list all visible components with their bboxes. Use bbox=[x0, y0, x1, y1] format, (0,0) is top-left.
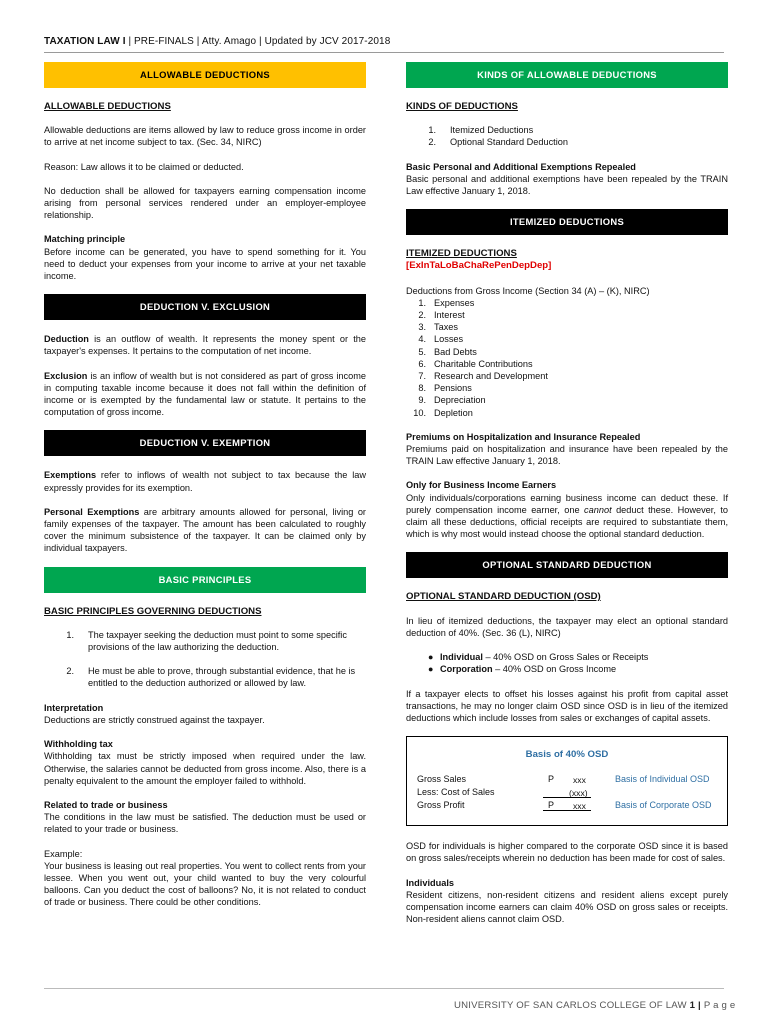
heading-matching: Matching principle bbox=[44, 234, 126, 245]
para-example: Your business is leasing out real properties. You went to collect rents from your lessee. When you went out, your child wanted to buy the very colourful balloons. Can you deduct the cost of balloons? No, it is not related to conduct of trade or business. There could be other conditions. bbox=[44, 860, 366, 908]
list-number: 1. bbox=[428, 125, 436, 136]
block-matching bbox=[44, 233, 366, 282]
heading-premiums: Premiums on Hospitalization and Insurance Repealed bbox=[406, 431, 641, 442]
mnemonic: [ExInTaLoBaChaRePenDepDep] bbox=[406, 260, 552, 272]
heading-withholding: Withholding tax bbox=[44, 739, 113, 750]
para-deduction bbox=[44, 333, 366, 357]
list-item bbox=[406, 321, 728, 333]
list-text: Charitable Contributions bbox=[434, 358, 533, 369]
header-divider bbox=[44, 52, 724, 53]
block-business bbox=[406, 479, 728, 540]
heading-kinds: KINDS OF DEDUCTIONS bbox=[406, 101, 518, 112]
list-text: Interest bbox=[434, 310, 465, 321]
list-item bbox=[406, 136, 728, 148]
list-item bbox=[406, 394, 728, 406]
list-number: 7. bbox=[418, 371, 426, 382]
section-bar-basic: BASIC PRINCIPLES bbox=[44, 567, 366, 593]
list-text: Losses bbox=[434, 334, 464, 345]
label-corporate-basis: Basis of Corporate OSD bbox=[615, 800, 712, 811]
page-header bbox=[44, 36, 724, 47]
heading-individuals: Individuals bbox=[406, 877, 454, 888]
term-personal: Personal Exemptions bbox=[44, 506, 140, 517]
list-number: 2. bbox=[418, 310, 426, 321]
list-number: 10. bbox=[413, 407, 426, 418]
heading-repealed: Basic Personal and Additional Exemptions Repealed bbox=[406, 161, 636, 172]
bullet-desc: – 40% OSD on Gross Sales or Receipts bbox=[482, 652, 649, 663]
block-example bbox=[44, 848, 366, 909]
heading-basic: BASIC PRINCIPLES GOVERNING DEDUCTIONS bbox=[44, 605, 262, 617]
block-related bbox=[44, 799, 366, 836]
value-gross-sales: xxx bbox=[573, 775, 586, 786]
list-text: He must be able to prove, through substantial evidence, that he is entitled to the deduction authorized or allowed by law. bbox=[88, 666, 356, 689]
para-reason: Reason: Law allows it to be claimed or deducted. bbox=[44, 161, 244, 172]
itemized-list bbox=[406, 297, 728, 419]
principles-list bbox=[44, 629, 366, 690]
value-gross-profit: xxx bbox=[573, 801, 586, 812]
footer-separator: | bbox=[695, 1000, 704, 1011]
list-text: Itemized Deductions bbox=[450, 125, 534, 136]
section-bar-exemption: DEDUCTION V. EXEMPTION bbox=[44, 430, 366, 456]
heading-osd: OPTIONAL STANDARD DEDUCTION (OSD) bbox=[406, 591, 601, 603]
row-gross-sales: Gross Sales bbox=[417, 774, 467, 785]
term-deduction: Deduction bbox=[44, 334, 89, 345]
para-withholding: Withholding tax must be strictly imposed when required under the law. Otherwise, the salaries cannot be deducted from gross income. Also, there is a penalty equivalent to the amount the employer failed to withhold. bbox=[44, 751, 366, 786]
list-number: 6. bbox=[418, 358, 426, 369]
list-text: Taxes bbox=[434, 322, 458, 333]
list-number: 3. bbox=[418, 322, 426, 333]
def-exemptions: refer to inflows of wealth not subject to tax because the law expressly provides for its exemption. bbox=[44, 470, 366, 493]
para-business-b: deduct these. However, to claim all these deductions, official receipts are required to substantiate them, which is why most would instead choose the optional standard deduction. bbox=[406, 504, 728, 540]
list-number: 1. bbox=[66, 629, 74, 640]
section-bar-itemized: ITEMIZED DEDUCTIONS bbox=[406, 209, 728, 235]
list-item bbox=[406, 309, 728, 321]
list-item bbox=[406, 663, 728, 675]
list-text: Bad Debts bbox=[434, 346, 477, 357]
bullet-term: Individual bbox=[440, 652, 483, 663]
heading-related: Related to trade or business bbox=[44, 799, 168, 810]
para-offset: If a taxpayer elects to offset his losses against his profit from capital asset transactions, he may no longer claim OSD since OSD is in lieu of the itemized deductions which include losses from sales or exchanges of capital assets. bbox=[406, 688, 728, 723]
list-item bbox=[406, 358, 728, 370]
page-word: P a g e bbox=[703, 1000, 736, 1011]
para-premiums: Premiums paid on hospitalization and insurance have been repealed by the TRAIN Law effective January 1, 2018. bbox=[406, 444, 728, 467]
list-item bbox=[44, 665, 366, 689]
footer-school: UNIVERSITY OF SAN CARLOS COLLEGE OF LAW bbox=[454, 1000, 690, 1011]
list-number: 9. bbox=[418, 395, 426, 406]
list-item bbox=[406, 124, 728, 136]
list-text: The taxpayer seeking the deduction must point to some specific provisions of the law authorizing the deduction. bbox=[88, 629, 347, 653]
osd-basis-box bbox=[406, 736, 728, 826]
peso-sign: P bbox=[548, 774, 555, 785]
bullet-icon: ● bbox=[428, 664, 434, 675]
footer-divider bbox=[44, 988, 724, 989]
para-business-a: Only individuals/corporations earning business income can deduct these. If purely compensation income earner, one bbox=[406, 492, 728, 515]
section-bar-kinds: KINDS OF ALLOWABLE DEDUCTIONS bbox=[406, 62, 728, 88]
list-item bbox=[406, 297, 728, 309]
list-text: Optional Standard Deduction bbox=[450, 137, 568, 148]
block-premiums bbox=[406, 431, 728, 468]
para-osd: In lieu of itemized deductions, the taxpayer may elect an optional standard deduction of 40%. (Sec. 36 (L), NIRC) bbox=[406, 615, 728, 638]
para-individuals: Resident citizens, non-resident citizens and resident aliens except purely compensation income earners can claim 40% OSD on gross sales or receipts. Non-resident aliens cannot claim OSD. bbox=[406, 889, 728, 925]
para-personal bbox=[44, 506, 366, 555]
osd-bullets bbox=[406, 651, 728, 675]
course-title: TAXATION LAW I bbox=[44, 36, 126, 47]
section-bar-allowable: ALLOWABLE DEDUCTIONS bbox=[44, 62, 366, 88]
para-matching: Before income can be generated, you have to spend something for it. You need to deduct your expenses from your income to arrive at your net taxable income. bbox=[44, 246, 366, 282]
right-column bbox=[406, 62, 728, 937]
section-bar-osd: OPTIONAL STANDARD DEDUCTION bbox=[406, 552, 728, 578]
list-number: 2. bbox=[428, 137, 436, 148]
block-repealed bbox=[406, 161, 728, 198]
list-text: Depreciation bbox=[434, 395, 486, 406]
header-details: | PRE-FINALS | Atty. Amago | Updated by JCV 2017-2018 bbox=[125, 36, 391, 47]
bullet-term: Corporation bbox=[440, 664, 493, 675]
list-item bbox=[406, 346, 728, 358]
term-exemptions: Exemptions bbox=[44, 470, 97, 481]
para-no-deduction: No deduction shall be allowed for taxpayers earning compensation income arising from personal services rendered under an employer-employee relationship. bbox=[44, 185, 366, 221]
page-footer bbox=[454, 1000, 735, 1011]
def-exclusion: is an inflow of wealth but is not considered as part of gross income in computing taxable income because it does not fall within the definition of income or is exempted by the fundamental law or statute. It pertains to the computation of gross income. bbox=[44, 370, 366, 418]
list-number: 1. bbox=[418, 297, 426, 308]
list-item bbox=[44, 629, 366, 653]
list-text: Research and Development bbox=[434, 371, 548, 382]
bullet-desc: – 40% OSD on Gross Income bbox=[492, 664, 617, 675]
section-bar-exclusion: DEDUCTION V. EXCLUSION bbox=[44, 294, 366, 320]
example-label: Example: bbox=[44, 848, 83, 859]
para-exclusion bbox=[44, 370, 366, 419]
list-text: Expenses bbox=[434, 297, 475, 308]
list-number: 8. bbox=[418, 383, 426, 394]
term-exclusion: Exclusion bbox=[44, 370, 88, 381]
para-related: The conditions in the law must be satisfied. The deduction must be used or related to your trade or business. bbox=[44, 812, 366, 835]
value-cost: (xxx) bbox=[569, 788, 588, 799]
para-repealed: Basic personal and additional exemptions have been repealed by the TRAIN Law effective January 1, 2018. bbox=[406, 173, 728, 197]
kinds-list bbox=[406, 124, 728, 148]
para-business-em: cannot bbox=[584, 504, 612, 515]
para-interpretation: Deductions are strictly construed against the taxpayer. bbox=[44, 714, 265, 725]
para-higher: OSD for individuals is higher compared to the corporate OSD since it is based on gross sales/receipts wherein no deduction has been made for cost of sales. bbox=[406, 841, 728, 864]
row-less-cost: Less: Cost of Sales bbox=[417, 787, 495, 798]
list-item bbox=[406, 407, 728, 419]
left-column bbox=[44, 62, 366, 921]
para-from-gross: Deductions from Gross Income (Section 34 (A) – (K), NIRC) bbox=[406, 285, 650, 296]
list-number: 4. bbox=[418, 334, 426, 345]
def-deduction: is an outflow of wealth. It represents the money spent or the taxpayer's expenses. It pertains to the computation of net income. bbox=[44, 334, 366, 357]
heading-interpretation: Interpretation bbox=[44, 702, 104, 713]
list-text bbox=[440, 663, 616, 675]
list-item bbox=[406, 370, 728, 382]
list-item bbox=[406, 651, 728, 663]
block-individuals bbox=[406, 877, 728, 926]
block-interpretation bbox=[44, 702, 366, 726]
list-number: 2. bbox=[66, 666, 74, 677]
peso-sign: P bbox=[548, 800, 555, 811]
heading-allowable: ALLOWABLE DEDUCTIONS bbox=[44, 101, 171, 112]
para-allowable: Allowable deductions are items allowed by law to reduce gross income in order to arrive at net income subject to tax. (Sec. 34, NIRC) bbox=[44, 125, 366, 148]
box-title: Basis of 40% OSD bbox=[525, 749, 609, 761]
block-withholding bbox=[44, 738, 366, 787]
label-individual-basis: Basis of Individual OSD bbox=[615, 774, 710, 785]
heading-itemized: ITEMIZED DEDUCTIONS bbox=[406, 248, 517, 260]
heading-business: Only for Business Income Earners bbox=[406, 480, 557, 491]
list-item bbox=[406, 382, 728, 394]
list-text: Pensions bbox=[434, 383, 472, 394]
list-text bbox=[440, 651, 648, 663]
list-item bbox=[406, 333, 728, 345]
row-gross-profit: Gross Profit bbox=[417, 800, 465, 811]
para-exemptions bbox=[44, 469, 366, 493]
list-number: 5. bbox=[418, 346, 426, 357]
list-text: Depletion bbox=[434, 407, 473, 418]
bullet-icon: ● bbox=[428, 652, 434, 663]
def-personal: are arbitrary amounts allowed for personal, living or family expenses of the taxpayer. The amount has been calculated to roughly cover the minimum subsistence of the taxpayer. It can be claimed only by individual taxpayers. bbox=[44, 506, 366, 554]
page-number: 1 bbox=[689, 1000, 696, 1011]
